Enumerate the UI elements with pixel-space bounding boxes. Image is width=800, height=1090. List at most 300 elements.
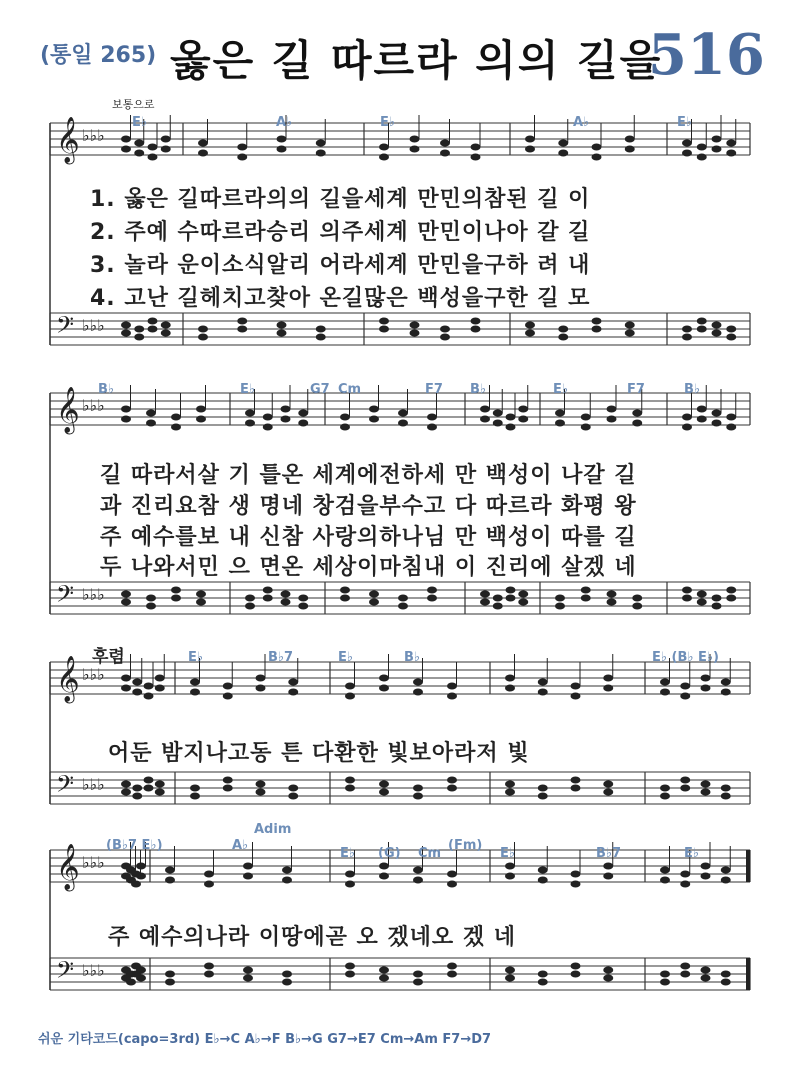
note-head [682,334,692,341]
note-head [571,963,581,970]
note-head [571,871,581,878]
note-head [701,967,711,974]
note-head [682,587,692,594]
note-head [505,685,515,692]
note-head [398,603,408,610]
note-head [607,599,617,606]
note-head [316,334,326,341]
note-head [190,785,200,792]
note-head [171,414,181,421]
key-signature-icon: ♭♭♭ [82,853,105,872]
note-head [410,146,420,153]
note-head [136,863,146,870]
note-head [712,603,722,610]
note-head [237,326,247,333]
note-head [558,150,568,157]
note-head [277,330,287,337]
note-head [603,863,613,870]
note-head [680,881,690,888]
note-head [592,144,602,151]
note-head [198,140,208,147]
note-head [161,322,171,329]
note-head [345,785,355,792]
note-head [682,414,692,421]
note-head [196,416,206,423]
note-head [471,154,481,161]
note-head [660,877,670,884]
note-head [538,971,548,978]
note-head [379,781,389,788]
chord-symbol: B♭7 [596,846,622,861]
note-head [581,587,591,594]
note-head [471,318,481,325]
note-head [281,416,291,423]
note-head [680,777,690,784]
note-head [447,785,457,792]
note-head [256,675,266,682]
note-head [712,595,722,602]
note-head [410,330,420,337]
hymn-title: 옳은 길 따르라 의의 길을 [170,36,663,85]
note-head [165,867,175,874]
note-head [440,334,450,341]
note-head [721,971,731,978]
note-head [223,777,233,784]
note-head [632,420,642,427]
note-head [571,881,581,888]
chord-symbol: E♭ [240,382,256,397]
note-head [121,416,131,423]
note-head [369,406,379,413]
note-head [440,326,450,333]
note-head [493,595,503,602]
note-head [701,873,711,880]
note-head [538,793,548,800]
note-head [625,330,635,337]
note-head [345,693,355,700]
note-head [493,410,503,417]
note-head [680,683,690,690]
note-head [632,595,642,602]
note-head [196,599,206,606]
note-head [603,975,613,982]
note-head [525,322,535,329]
note-head [340,595,350,602]
note-head [144,693,154,700]
note-head [660,867,670,874]
note-head [204,881,214,888]
key-signature-icon: ♭♭♭ [82,316,105,335]
note-head [148,318,158,325]
treble-clef-icon: 𝄞 [56,117,80,163]
note-head [471,326,481,333]
note-head [538,979,548,986]
note-head [680,871,690,878]
note-head [682,595,692,602]
note-head [277,322,287,329]
note-head [413,689,423,696]
note-head [697,326,707,333]
bass-clef-icon: 𝄢 [56,580,75,613]
note-head [345,777,355,784]
note-head [581,414,591,421]
note-head [682,150,692,157]
note-head [171,424,181,431]
note-head [198,326,208,333]
note-head [555,410,565,417]
note-head [190,793,200,800]
chord-symbol: B♭ [404,650,421,665]
note-head [712,330,722,337]
note-head [480,591,490,598]
note-head [571,777,581,784]
note-head [298,420,308,427]
guitar-chord-guide: 쉬운 기타코드(capo=3rd) E♭→C A♭→F B♭→G G7→E7 Cm→Am F7→D7 [38,1032,492,1047]
chord-symbol: B♭ [470,382,487,397]
note-head [282,979,292,986]
note-head [726,326,736,333]
note-head [555,420,565,427]
note-head [518,599,528,606]
note-head [427,595,437,602]
note-head [538,679,548,686]
note-head [121,136,131,143]
note-head [682,424,692,431]
chord-symbol: E♭ [553,382,569,397]
note-head [277,146,287,153]
note-head [701,863,711,870]
note-head [440,140,450,147]
chord-symbol: Cm [418,846,442,861]
note-head [288,785,298,792]
note-head [680,785,690,792]
chord-symbol: E♭ [338,650,354,665]
note-head [607,591,617,598]
note-head [161,330,171,337]
note-head [134,326,144,333]
note-head [121,789,131,796]
note-head [660,971,670,978]
note-head [726,595,736,602]
note-head [298,595,308,602]
key-signature-icon: ♭♭♭ [82,775,105,794]
note-head [196,406,206,413]
note-head [697,154,707,161]
chord-symbol: A♭ [573,115,590,130]
note-head [263,424,273,431]
note-head [121,685,131,692]
note-head [379,975,389,982]
note-head [603,685,613,692]
note-head [132,785,142,792]
note-head [281,406,291,413]
note-head [625,322,635,329]
note-head [505,781,515,788]
note-head [413,785,423,792]
chord-symbol: (G) [378,846,401,861]
key-signature-icon: ♭♭♭ [82,665,105,684]
chord-symbol: A♭ [232,838,249,853]
note-head [148,154,158,161]
note-head [726,414,736,421]
note-head [379,144,389,151]
note-head [427,587,437,594]
note-head [447,871,457,878]
note-head [298,410,308,417]
note-head [288,689,298,696]
note-head [701,685,711,692]
note-head [447,971,457,978]
note-head [538,877,548,884]
note-head [538,689,548,696]
bass-clef-icon: 𝄢 [56,770,75,803]
note-head [413,877,423,884]
note-head [555,595,565,602]
note-head [398,595,408,602]
verse-2-line-1: 2. 주예 수따르라승리 의주세계 만민이나아 갈 길 [90,220,591,245]
note-head [136,873,146,880]
note-head [680,971,690,978]
note-head [340,587,350,594]
note-head [237,318,247,325]
note-head [701,789,711,796]
note-head [171,587,181,594]
note-head [701,675,711,682]
chord-symbol: E♭ [684,846,700,861]
note-head [632,410,642,417]
note-head [345,881,355,888]
note-head [493,420,503,427]
note-head [155,781,165,788]
note-head [697,406,707,413]
note-head [592,318,602,325]
note-head [607,416,617,423]
chord-symbol: (B♭7 E♭) [106,838,163,853]
note-head [721,785,731,792]
note-head [660,793,670,800]
key-signature-icon: ♭♭♭ [82,961,105,980]
refrain-lyrics-line-1: 어둔 밤지나고동 튼 다환한 빛보아라저 빛 [108,741,530,766]
note-head [243,975,253,982]
note-head [712,136,722,143]
hymn-number: 516 [648,22,765,88]
note-head [263,414,273,421]
note-head [134,334,144,341]
note-head [660,979,670,986]
note-head [726,424,736,431]
note-head [223,683,233,690]
chord-symbol: Cm [338,382,362,397]
note-head [592,326,602,333]
note-head [525,146,535,153]
note-head [282,971,292,978]
note-head [571,971,581,978]
note-head [398,420,408,427]
note-head [701,975,711,982]
note-head [256,781,266,788]
note-head [581,595,591,602]
note-head [379,318,389,325]
verse-1-line-1: 1. 옳은 길따르라의의 길을세계 만민의참된 길 이 [90,187,591,212]
note-head [161,136,171,143]
note-head [660,679,670,686]
chord-symbol: B♭7 [268,650,294,665]
note-head [712,146,722,153]
note-head [506,424,516,431]
note-head [171,595,181,602]
note-head [223,785,233,792]
note-head [447,963,457,970]
note-head [505,967,515,974]
note-head [136,967,146,974]
note-head [721,867,731,874]
chord-symbol: E♭ [380,115,396,130]
chord-symbol: E♭ (B♭ E♭) [652,650,719,665]
note-head [198,334,208,341]
note-head [505,975,515,982]
note-head [288,679,298,686]
key-signature-icon: ♭♭♭ [82,126,105,145]
chord-symbol: F7 [627,382,645,397]
note-head [146,420,156,427]
note-head [369,599,379,606]
chord-symbol: B♭ [98,382,115,397]
note-head [697,599,707,606]
note-head [558,326,568,333]
note-head [134,140,144,147]
note-head [660,689,670,696]
note-head [316,140,326,147]
note-head [121,675,131,682]
note-head [571,683,581,690]
note-head [146,410,156,417]
note-head [155,789,165,796]
note-head [316,326,326,333]
note-head [282,877,292,884]
note-head [538,867,548,874]
note-head [155,675,165,682]
note-head [165,877,175,884]
refrain-label: 후렴 [92,647,125,667]
verse-3-line-1: 3. 놀라 운이소식알리 어라세계 만민을구하 려 내 [90,253,591,278]
note-head [369,416,379,423]
note-head [413,793,423,800]
note-head [413,679,423,686]
note-head [506,414,516,421]
treble-clef-icon: 𝄞 [56,844,80,890]
note-head [148,326,158,333]
note-head [263,595,273,602]
note-head [712,420,722,427]
note-head [592,154,602,161]
note-head [121,146,131,153]
note-head [427,414,437,421]
note-head [134,150,144,157]
verse-4-line-1: 4. 고난 길헤치고찾아 온길많은 백성을구한 길 모 [90,286,591,311]
note-head [288,793,298,800]
note-head [603,873,613,880]
note-head [506,587,516,594]
refrain-lyrics-line-2: 주 예수의나라 이땅에곧 오 겠네오 겠 네 [108,925,516,950]
note-head [340,414,350,421]
note-head [146,595,156,602]
chord-symbol: E♭ [500,846,516,861]
note-head [245,420,255,427]
verse-2-line-2: 과 진리요참 생 명네 창검을부수고 다 따르라 화평 왕 [100,494,637,519]
note-head [126,979,136,986]
treble-clef-icon: 𝄞 [56,656,80,702]
note-head [243,873,253,880]
note-head [505,789,515,796]
note-head [571,785,581,792]
note-head [721,679,731,686]
bass-clef-icon: 𝄢 [56,311,75,344]
note-head [603,675,613,682]
note-head [726,587,736,594]
note-head [697,318,707,325]
note-head [282,867,292,874]
note-head [121,330,131,337]
chord-symbol: A♭ [276,115,293,130]
note-head [256,685,266,692]
note-head [132,793,142,800]
note-head [480,406,490,413]
note-head [243,967,253,974]
note-head [345,871,355,878]
note-head [316,150,326,157]
note-head [245,603,255,610]
note-head [680,693,690,700]
note-head [245,410,255,417]
note-head [427,424,437,431]
note-head [345,683,355,690]
verse-1-line-2: 길 따라서살 기 틀온 세계에전하세 만 백성이 나갈 길 [100,463,637,488]
note-head [581,424,591,431]
note-head [413,971,423,978]
note-head [480,599,490,606]
note-head [345,963,355,970]
note-head [712,322,722,329]
note-head [161,146,171,153]
key-signature-icon: ♭♭♭ [82,585,105,604]
chord-symbol: (Fm) [448,838,483,853]
note-head [379,685,389,692]
note-head [660,785,670,792]
note-head [121,599,131,606]
note-head [697,591,707,598]
note-head [518,591,528,598]
note-head [256,789,266,796]
note-head [632,603,642,610]
chord-symbol: E♭ [132,115,148,130]
note-head [131,881,141,888]
note-head [505,863,515,870]
note-head [697,416,707,423]
note-head [204,971,214,978]
note-head [680,963,690,970]
note-head [505,675,515,682]
note-head [237,144,247,151]
note-head [165,971,175,978]
bass-clef-icon: 𝄢 [56,956,75,989]
chord-symbol: Adim [254,822,292,837]
note-head [571,693,581,700]
note-head [480,416,490,423]
note-head [340,424,350,431]
chord-symbol: G7 [310,382,330,397]
chord-symbol: B♭ [684,382,701,397]
note-head [721,877,731,884]
